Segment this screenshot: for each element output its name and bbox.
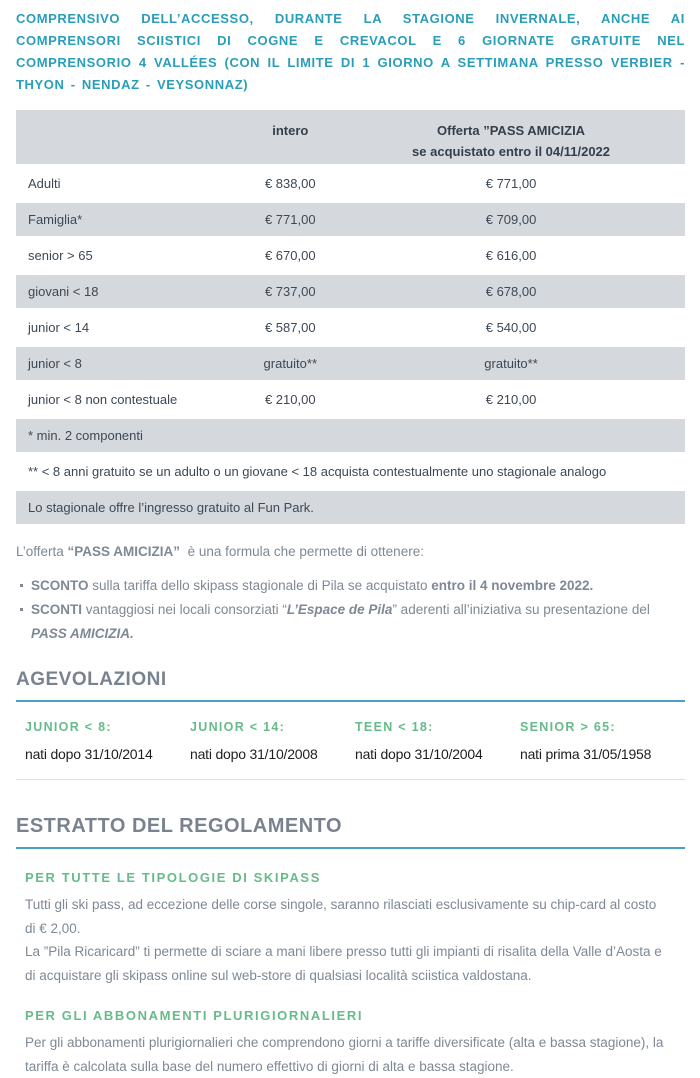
list-item <box>16 598 685 646</box>
bullet-bold: SCONTO <box>31 578 89 593</box>
header-offerta-line1: Offerta ”PASS AMICIZIA <box>437 123 586 138</box>
row-offerta: € 540,00 <box>485 320 537 335</box>
bullet-bold: SCONTI <box>31 602 83 617</box>
agev-value: nati dopo 31/10/2008 <box>190 746 318 762</box>
row-offerta: € 771,00 <box>485 176 537 191</box>
row-label: Adulti <box>28 176 61 191</box>
table-footnote: Lo stagionale offre l’ingresso gratuito al Fun Park. <box>16 491 685 524</box>
bullet-plain: ” aderenti all’iniziativa su presentazione del <box>392 602 650 617</box>
offer-intro-pre: L’offerta <box>16 544 68 559</box>
bullet-bold: entro il 4 novembre 2022. <box>431 578 594 593</box>
table-footnote: * min. 2 componenti <box>16 419 685 452</box>
row-offerta: € 210,00 <box>485 392 537 407</box>
agev-value: nati dopo 31/10/2014 <box>25 746 153 762</box>
bullet-plain: sulla tariffa dello skipass stagionale di Pila se acquistato <box>88 578 432 593</box>
paragraph: La ”Pila Ricaricard” ti permette di sciare a mani libere presso tutti gli impianti di risalita della Valle d’Aosta e di acquistare gli skipass online sul web-store di qualsiasi località sciistica valdostana. <box>25 944 662 983</box>
sub-body <box>16 1031 685 1078</box>
agev-label: JUNIOR < 14: <box>190 720 286 734</box>
table-row <box>16 239 685 272</box>
price-table <box>16 110 685 524</box>
row-offerta: gratuito** <box>484 356 538 371</box>
offer-intro-post: è una formula che permette di ottenere: <box>180 544 424 559</box>
lead-heading: COMPRENSIVO DELL’ACCESSO, DURANTE LA STAGIONE INVERNALE, ANCHE AI COMPRENSORI SCIISTICI DI COGNE E CREVACOL E 6 GIORNATE GRATUITE NEL COMPRENSORIO 4 VALLÉES (CON IL LIMITE DI 1 GIORNO A SETTIMANA PRESSO VERBIER - THYON - NENDAZ - VEYSONNAZ) <box>16 11 685 92</box>
row-offerta: € 678,00 <box>485 284 537 299</box>
sub-heading-tipologie: PER TUTTE LE TIPOLOGIE DI SKIPASS <box>25 870 321 885</box>
bullet-icon <box>20 584 23 587</box>
row-label: junior < 8 <box>28 356 82 371</box>
row-intero: € 210,00 <box>264 392 316 407</box>
agevolazioni-col <box>355 720 520 762</box>
agevolazioni-col <box>520 720 685 762</box>
offer-intro-bold: “PASS AMICIZIA” <box>67 544 181 559</box>
offer-intro <box>16 541 685 562</box>
agevolazioni-col <box>190 720 355 762</box>
agev-label: SENIOR > 65: <box>520 720 616 734</box>
row-offerta: € 709,00 <box>485 212 537 227</box>
offer-bullet-list <box>16 574 685 646</box>
table-row <box>16 275 685 308</box>
agev-value: nati prima 31/05/1958 <box>520 746 652 762</box>
sub-body <box>16 893 685 987</box>
row-intero: € 771,00 <box>264 212 316 227</box>
table-row <box>16 383 685 416</box>
row-intero: € 737,00 <box>264 284 316 299</box>
section-title-regolamento: ESTRATTO DEL REGOLAMENTO <box>16 815 685 849</box>
sub-heading-plurigiornalieri: PER GLI ABBONAMENTI PLURIGIORNALIERI <box>25 1008 364 1023</box>
bullet-text <box>31 598 685 646</box>
header-offerta-line2: se acquistato entro il 04/11/2022 <box>412 144 611 159</box>
row-intero: € 838,00 <box>264 176 316 191</box>
agevolazioni-col <box>25 720 190 762</box>
row-offerta: € 616,00 <box>485 248 537 263</box>
bullet-bold-italic: L’Espace de Pila <box>286 602 393 617</box>
price-table-header <box>16 110 685 164</box>
header-offerta <box>391 120 632 162</box>
bullet-bold-italic: PASS AMICIZIA. <box>31 626 134 641</box>
row-label: Famiglia* <box>28 212 83 227</box>
bullet-icon <box>20 608 23 611</box>
agevolazioni-grid <box>16 720 685 780</box>
table-row <box>16 203 685 236</box>
row-intero: gratuito** <box>263 356 318 371</box>
agev-label: JUNIOR < 8: <box>25 720 112 734</box>
row-label: junior < 14 <box>28 320 90 335</box>
header-intero: intero <box>272 123 309 138</box>
section-title-agevolazioni: AGEVOLAZIONI <box>16 669 685 702</box>
paragraph: Per gli abbonamenti plurigiornalieri che comprendono giorni a tariffe diversificate (alta e bassa stagione), la tariffa è calcolata sulla base del numero effettivo di giorni di alta e bassa stagione. <box>25 1035 664 1074</box>
table-footnote: ** < 8 anni gratuito se un adulto o un giovane < 18 acquista contestualmente uno stagionale analogo <box>28 464 607 479</box>
bullet-plain: vantaggiosi nei locali consorziati “ <box>82 602 287 617</box>
agev-label: TEEN < 18: <box>355 720 434 734</box>
table-row <box>16 347 685 380</box>
row-label: junior < 8 non contestuale <box>28 392 178 407</box>
paragraph: Tutti gli ski pass, ad eccezione delle corse singole, saranno rilasciati esclusivamente su chip-card al costo di € 2,00. <box>25 897 657 936</box>
list-item <box>16 574 685 598</box>
row-label: giovani < 18 <box>28 284 99 299</box>
table-row <box>16 311 685 344</box>
row-label: senior > 65 <box>28 248 93 263</box>
bullet-text <box>31 574 685 598</box>
agev-value: nati dopo 31/10/2004 <box>355 746 483 762</box>
table-row <box>16 167 685 200</box>
row-intero: € 670,00 <box>264 248 316 263</box>
row-intero: € 587,00 <box>264 320 316 335</box>
